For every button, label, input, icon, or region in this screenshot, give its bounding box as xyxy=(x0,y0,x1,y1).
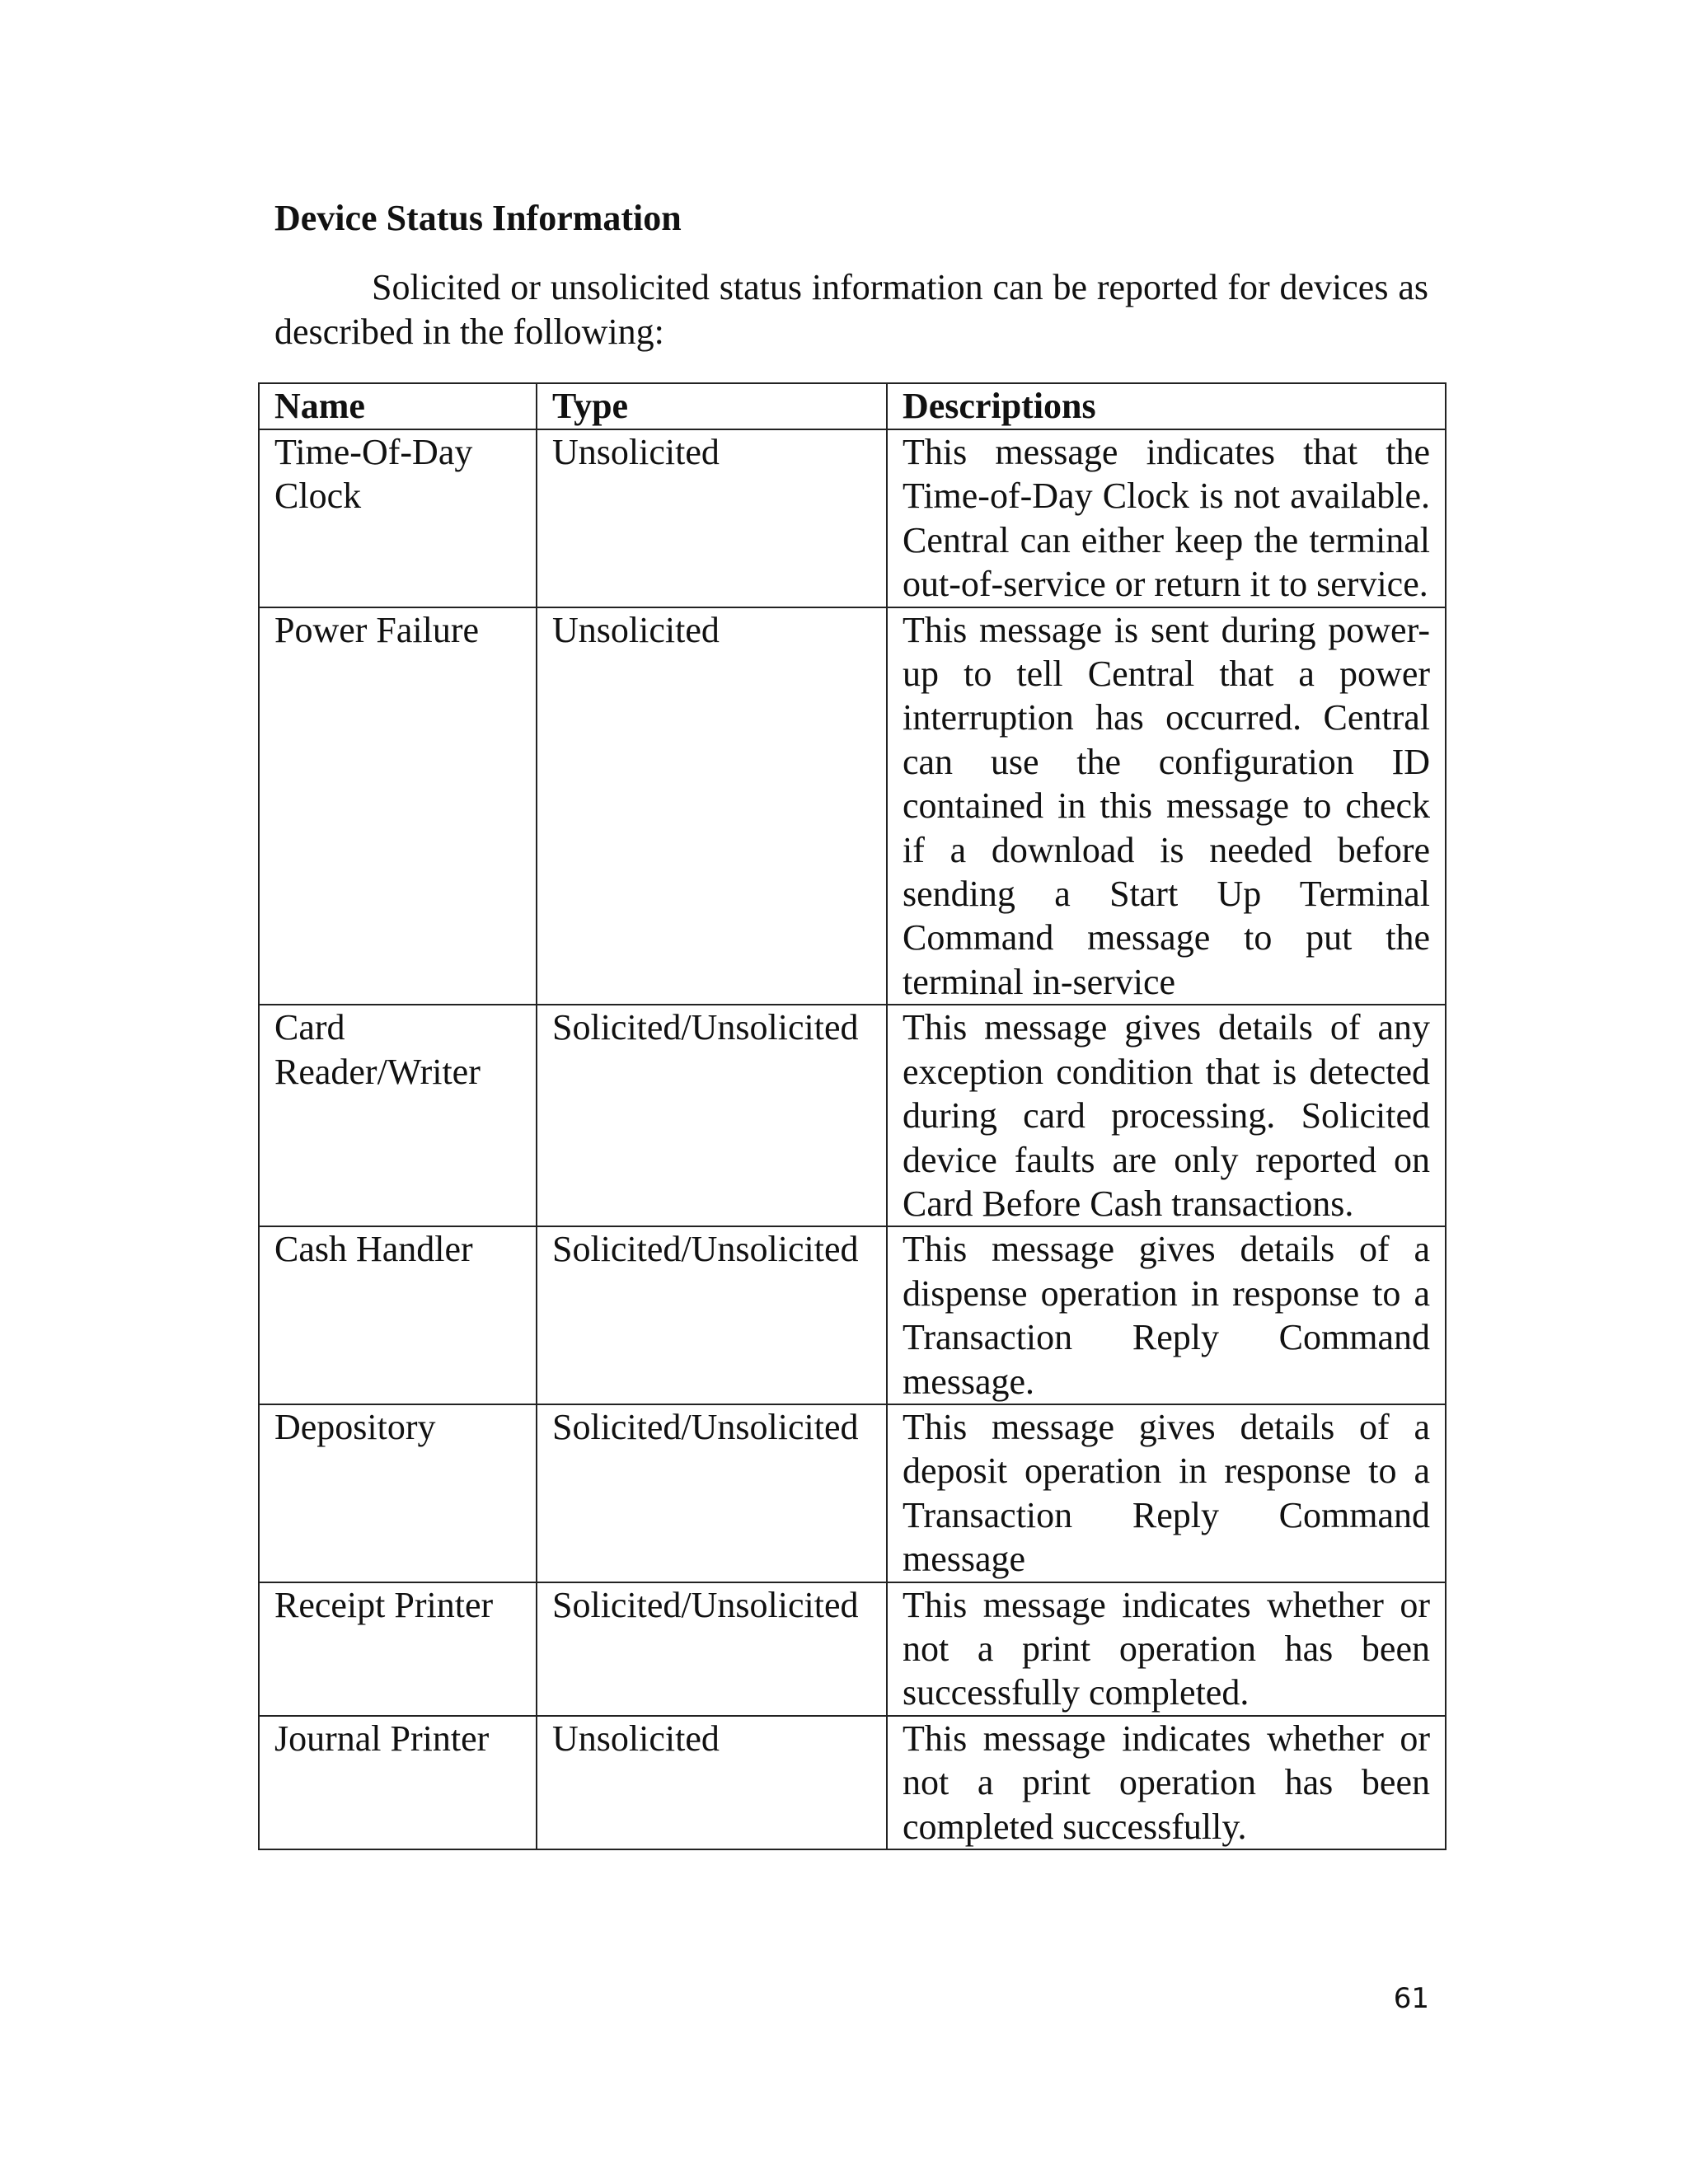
description-cell: This message gives details of any exception condition that is detected during card processing. Solicited device faults are only reported on Card Before Cash transactions. xyxy=(887,1005,1446,1226)
device-name-cell: Time-Of-Day Clock xyxy=(259,429,537,607)
description-cell: This message gives details of a dispense operation in response to a Transaction Reply Command message. xyxy=(887,1226,1446,1404)
description-cell: This message indicates whether or not a print operation has been completed successfully. xyxy=(887,1716,1446,1849)
intro-paragraph: Solicited or unsolicited status information can be reported for devices as described in the following: xyxy=(274,267,1428,352)
status-type-cell: Unsolicited xyxy=(537,607,887,1005)
status-type-cell: Solicited/Unsolicited xyxy=(537,1404,887,1582)
device-status-table xyxy=(258,382,1447,1850)
status-type-cell: Solicited/Unsolicited xyxy=(537,1226,887,1404)
device-name-cell: Card Reader/Writer xyxy=(259,1005,537,1226)
table-row xyxy=(259,1582,1446,1716)
device-name-cell: Cash Handler xyxy=(259,1226,537,1404)
column-header-type: Type xyxy=(537,383,887,429)
table-row xyxy=(259,1005,1446,1226)
status-type-cell: Unsolicited xyxy=(537,429,887,607)
device-name-cell: Power Failure xyxy=(259,607,537,1005)
table-row xyxy=(259,607,1446,1005)
table-row xyxy=(259,1404,1446,1582)
table-row xyxy=(259,1716,1446,1849)
description-cell: This message is sent during power-up to tell Central that a power interruption has occurred. Central can use the configuration ID contained in this message to check if a download is needed before sending a Start Up Terminal Command message to put the terminal in-service xyxy=(887,607,1446,1005)
status-type-cell: Solicited/Unsolicited xyxy=(537,1005,887,1226)
column-header-descriptions: Descriptions xyxy=(887,383,1446,429)
device-name-cell: Journal Printer xyxy=(259,1716,537,1849)
table-row xyxy=(259,429,1446,607)
device-name-cell: Depository xyxy=(259,1404,537,1582)
section-heading: Device Status Information xyxy=(274,198,682,238)
status-type-cell: Unsolicited xyxy=(537,1716,887,1849)
status-type-cell: Solicited/Unsolicited xyxy=(537,1582,887,1716)
description-cell: This message gives details of a deposit operation in response to a Transaction Reply Command message xyxy=(887,1404,1446,1582)
page-number: 61 xyxy=(1393,1982,1429,2015)
table-header-row xyxy=(259,383,1446,429)
description-cell: This message indicates whether or not a print operation has been successfully completed. xyxy=(887,1582,1446,1716)
table-row xyxy=(259,1226,1446,1404)
column-header-name: Name xyxy=(259,383,537,429)
description-cell: This message indicates that the Time-of-Day Clock is not available. Central can either keep the terminal out-of-service or return it to service. xyxy=(887,429,1446,607)
device-name-cell: Receipt Printer xyxy=(259,1582,537,1716)
